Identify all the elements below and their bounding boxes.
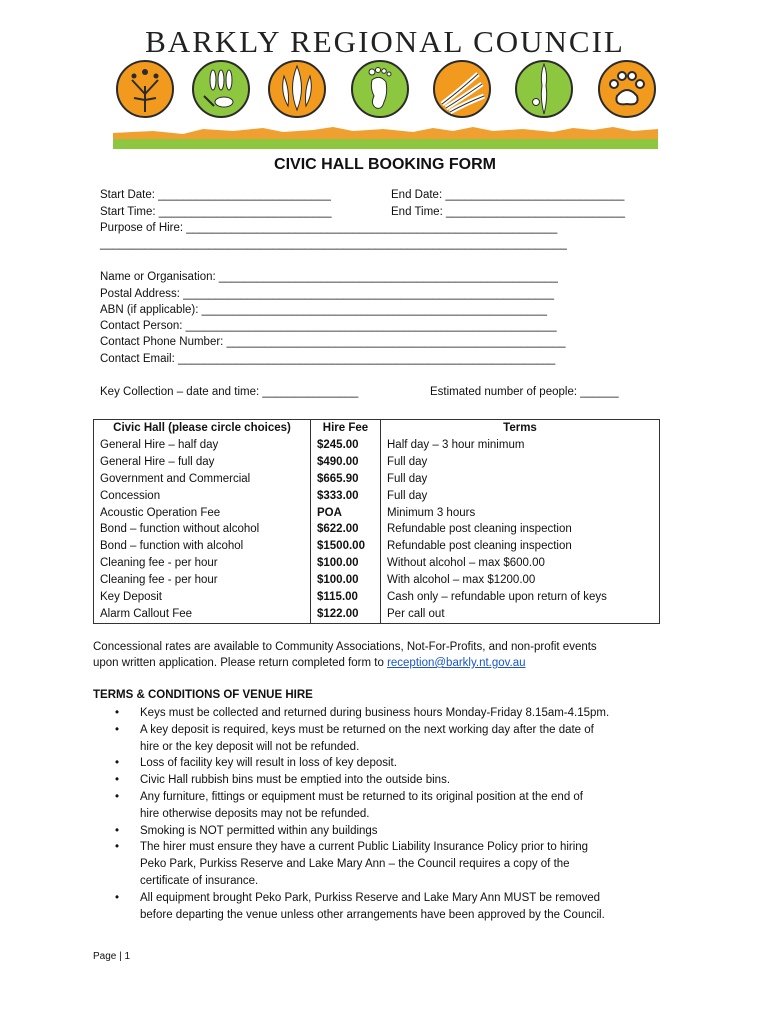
list-item [93,772,693,789]
list-item [93,839,693,889]
row-fee: $122.00 [311,606,381,623]
header-civic-hall: Civic Hall (please circle choices) [94,420,311,437]
form-title: CIVIC HALL BOOKING FORM [274,156,496,173]
row-terms: Half day – 3 hour minimum [381,437,660,454]
table-row[interactable] [94,572,660,589]
bullet-icon: • [115,707,120,719]
term-text: Civic Hall rubbish bins must be emptied into the outside bins. [140,774,451,787]
name-org-field[interactable]: Name or Organisation: _____________________________________________________ [100,271,558,283]
row-terms: Minimum 3 hours [381,505,660,522]
reception-email-link[interactable]: reception@barkly.nt.gov.au [387,657,526,669]
row-item: Alarm Callout Fee [94,606,311,623]
paw-emblem [599,61,655,117]
list-item [93,890,693,924]
bullet-icon: • [115,824,120,837]
estimated-people-field[interactable]: Estimated number of people: ______ [430,386,619,398]
row-fee: $100.00 [311,572,381,589]
row-fee: $100.00 [311,555,381,572]
list-item [93,789,693,823]
start-time-field[interactable]: Start Time: ___________________________ [100,206,332,218]
row-terms: Refundable post cleaning inspection [381,538,660,555]
row-item: Acoustic Operation Fee [94,505,311,522]
row-item: General Hire – full day [94,454,311,471]
concession-text-line2 [93,657,526,669]
row-terms: Full day [381,471,660,488]
tools-emblem [193,61,249,117]
row-terms: Cash only – refundable upon return of keys [381,589,660,606]
term-text: hire or the key deposit will not be refunded. [140,740,360,753]
table-row[interactable] [94,488,660,505]
term-text: The hirer must ensure they have a current Public Liability Insurance Policy prior to hiring [140,841,589,854]
abn-field[interactable]: ABN (if applicable): ______________________________________________________ [100,304,547,316]
fee-table [93,419,660,624]
term-text: A key deposit is required, keys must be returned on the next working day after the date of [140,723,594,736]
flower-emblem [117,61,173,117]
table-row[interactable] [94,521,660,538]
row-fee: $245.00 [311,437,381,454]
contact-phone-field[interactable]: Contact Phone Number: _____________________________________________________ [100,336,566,348]
row-fee: $115.00 [311,589,381,606]
row-fee: $1500.00 [311,538,381,555]
landscape-banner [113,125,658,149]
term-text: certificate of insurance. [140,874,259,887]
bullet-icon: • [115,790,120,803]
row-item: Government and Commercial [94,471,311,488]
fee-table-header [94,420,660,437]
row-terms: Full day [381,488,660,505]
end-date-field[interactable]: End Date: ____________________________ [391,189,625,201]
list-item [93,755,693,772]
table-row[interactable] [94,606,660,623]
term-text: Keys must be collected and returned during business hours Monday-Friday 8.15am-4.15pm. [140,707,610,719]
row-terms: Without alcohol – max $600.00 [381,555,660,572]
row-item: Cleaning fee - per hour [94,572,311,589]
term-text: Loss of facility key will result in loss of key deposit. [140,757,397,770]
term-text: Smoking is NOT permitted within any buildings [140,824,378,837]
list-item [93,722,693,756]
bullet-icon: • [115,891,120,904]
table-row[interactable] [94,589,660,606]
table-row[interactable] [94,555,660,572]
row-fee: POA [311,505,381,522]
page-number: Page | 1 [93,951,131,962]
row-fee: $665.90 [311,471,381,488]
table-row[interactable] [94,505,660,522]
table-row[interactable] [94,437,660,454]
purpose-field-cont[interactable]: _________________________________________________________________________ [100,238,567,250]
grass-emblem [434,61,490,117]
term-text: before departing the venue unless other arrangements have been approved by the Council. [140,908,605,921]
row-terms: Full day [381,454,660,471]
bullet-icon: • [115,757,120,770]
list-item [93,823,693,840]
table-row[interactable] [94,471,660,488]
term-text: hire otherwise deposits may not be refunded. [140,807,370,820]
seeds-emblem [269,61,325,117]
row-item: Bond – function without alcohol [94,521,311,538]
term-text: All equipment brought Peko Park, Purkiss Reserve and Lake Mary Ann MUST be removed [140,891,601,904]
row-terms: With alcohol – max $1200.00 [381,572,660,589]
terms-list [93,705,693,923]
row-fee: $490.00 [311,454,381,471]
postal-address-field[interactable]: Postal Address: __________________________________________________________ [100,288,555,300]
header-terms: Terms [381,420,660,437]
purpose-field[interactable]: Purpose of Hire: __________________________________________________________ [100,222,558,234]
goanna-emblem [516,61,572,117]
key-collection-field[interactable]: Key Collection – date and time: _______________ [100,386,359,398]
row-item: Bond – function with alcohol [94,538,311,555]
bullet-icon: • [115,841,120,854]
bullet-icon: • [115,723,120,736]
terms-title: TERMS & CONDITIONS OF VENUE HIRE [93,689,313,701]
council-name: BARKLY REGIONAL COUNCIL [145,24,625,59]
end-time-field[interactable]: End Time: ____________________________ [391,206,626,218]
row-item: General Hire – half day [94,437,311,454]
row-item: Cleaning fee - per hour [94,555,311,572]
row-terms: Refundable post cleaning inspection [381,521,660,538]
council-logo [112,58,660,120]
start-date-field[interactable]: Start Date: ___________________________ [100,189,331,201]
term-text: Peko Park, Purkiss Reserve and Lake Mary Ann – the Council requires a copy of the [140,858,570,871]
table-row[interactable] [94,538,660,555]
concession-text-line1: Concessional rates are available to Community Associations, Not-For-Profits, and non-profit events [93,641,597,653]
contact-person-field[interactable]: Contact Person: __________________________________________________________ [100,320,557,332]
term-text: Any furniture, fittings or equipment must be returned to its original position at the end of [140,790,583,803]
row-item: Concession [94,488,311,505]
footprint-emblem [352,61,408,117]
concession-text: upon written application. Please return completed form to [93,657,388,669]
row-terms: Per call out [381,606,660,623]
bullet-icon: • [115,774,120,787]
list-item [93,705,693,722]
table-row[interactable] [94,454,660,471]
row-item: Key Deposit [94,589,311,606]
logo-circles [112,58,660,120]
row-fee: $333.00 [311,488,381,505]
header-hire-fee: Hire Fee [311,420,381,437]
contact-email-field[interactable]: Contact Email: ___________________________________________________________ [100,353,556,365]
row-fee: $622.00 [311,521,381,538]
